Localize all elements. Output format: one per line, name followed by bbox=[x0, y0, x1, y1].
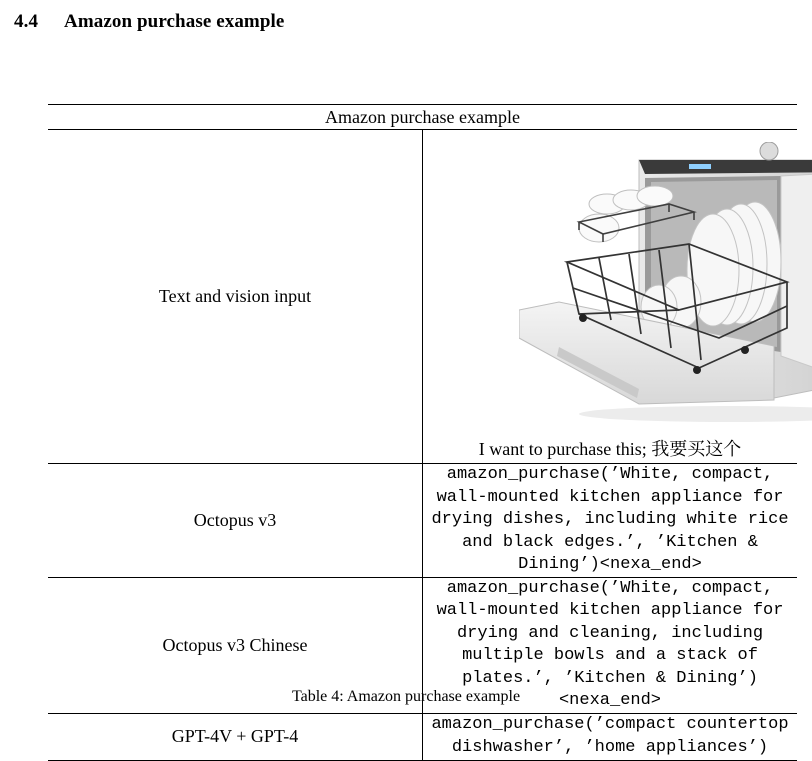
row-label: Octopus v3 Chinese bbox=[48, 577, 423, 713]
table-row bbox=[48, 464, 797, 578]
vision-input-cell bbox=[423, 130, 798, 464]
dishwasher-image bbox=[519, 142, 812, 427]
model-output: amazon_purchase(’White, compact, wall-mounted kitchen appliance for drying and cleaning, including multiple bowls and a stack of plates.’, ’Kitchen & Dining’)<nexa_end> bbox=[423, 577, 798, 713]
row-label: GPT-4V + GPT-4 bbox=[48, 713, 423, 760]
section-number: 4.4 bbox=[14, 11, 39, 32]
section-title: Amazon purchase example bbox=[64, 11, 285, 32]
example-table bbox=[48, 104, 797, 761]
dishwasher-illustration bbox=[519, 142, 812, 427]
table-row bbox=[48, 713, 797, 760]
input-prompt: I want to purchase this; 我要买这个 bbox=[478, 439, 742, 459]
row-label: Text and vision input bbox=[48, 130, 423, 464]
model-output: amazon_purchase(’White, compact, wall-mounted kitchen appliance for drying dishes, including white rice and black edges.’, ’Kitchen & Dining’)<nexa_end> bbox=[423, 464, 798, 578]
row-label: Octopus v3 bbox=[48, 464, 423, 578]
model-output: amazon_purchase(’compact countertop dishwasher’, ’home appliances’) bbox=[423, 713, 798, 760]
section-heading bbox=[14, 11, 284, 33]
table-row bbox=[48, 130, 797, 464]
table-caption: Table 4: Amazon purchase example bbox=[291, 688, 521, 705]
table-header: Amazon purchase example bbox=[48, 105, 797, 130]
